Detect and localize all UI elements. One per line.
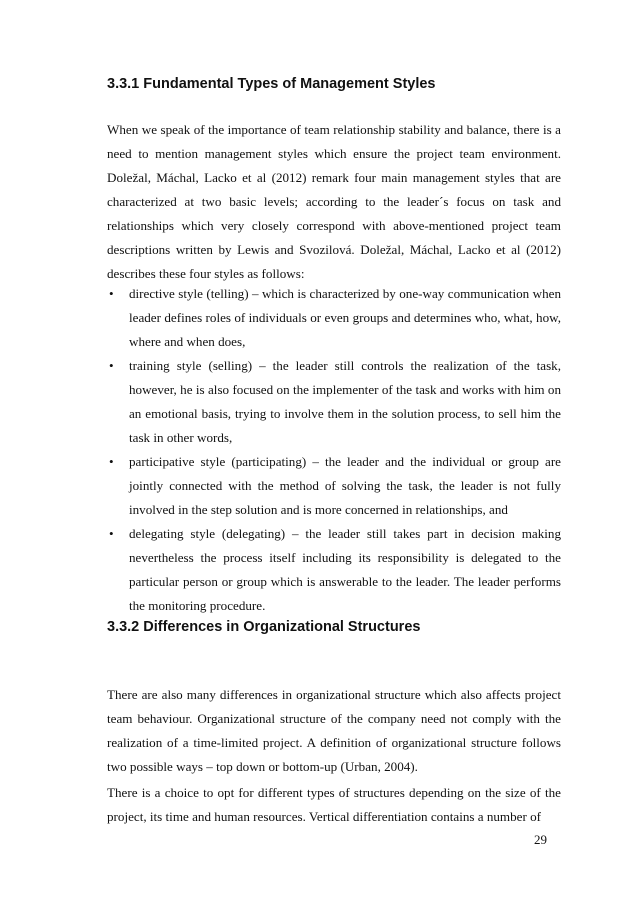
page-number: 29 bbox=[534, 832, 547, 847]
list-item-text: training style (selling) – the leader still controls the realization of the task, however, he is also focused on the implementer of the task and works with him on an emotional basis, trying to involve them in the solution process, to sell him the task in other words, bbox=[129, 358, 561, 445]
bullet-icon: • bbox=[109, 526, 114, 541]
list-item bbox=[107, 522, 561, 618]
list-item-text: participative style (participating) – the leader and the individual or group are jointly connected with the method of solving the task, the leader is not fully involved in the step solution and is more concerned in relationships, and bbox=[129, 454, 561, 517]
intro-paragraph: When we speak of the importance of team relationship stability and balance, there is a need to mention management styles which ensure the project team environment. Doležal, Máchal, Lacko et al (2012) remark four main management styles that are characterized at two basic levels; according to the leader´s focus on task and relationships which very closely correspond with above-mentioned project team descriptions written by Lewis and Svozilová. Doležal, Máchal, Lacko et al (2012) describes these four styles as follows: bbox=[107, 122, 561, 281]
list-item-text: delegating style (delegating) – the leader still takes part in decision making nevertheless the process itself including its responsibility is delegated to the particular person or group which is answerable to the leader. The leader performs the monitoring procedure. bbox=[129, 526, 561, 613]
bullet-icon: • bbox=[109, 454, 114, 469]
structure-choice-paragraph: There is a choice to opt for different types of structures depending on the size of the project, its time and human resources. Vertical differentiation contains a number of bbox=[107, 785, 561, 824]
management-styles-list bbox=[107, 282, 561, 618]
list-item bbox=[107, 354, 561, 450]
bullet-icon: • bbox=[109, 286, 114, 301]
bullet-icon: • bbox=[109, 358, 114, 373]
list-item-text: directive style (telling) – which is characterized by one-way communication when leader defines roles of individuals or even groups and determines who, what, how, where and when does, bbox=[129, 286, 561, 349]
section-heading-management-styles: 3.3.1 Fundamental Types of Management Styles bbox=[107, 76, 436, 92]
list-item bbox=[107, 282, 561, 354]
section-heading-organizational-structures: 3.3.2 Differences in Organizational Structures bbox=[107, 619, 421, 635]
org-structure-paragraph: There are also many differences in organizational structure which also affects project team behaviour. Organizational structure of the company need not comply with the realization of a time-limited project. A definition of organizational structure follows two possible ways – top down or bottom-up (Urban, 2004). bbox=[107, 687, 561, 774]
list-item bbox=[107, 450, 561, 522]
